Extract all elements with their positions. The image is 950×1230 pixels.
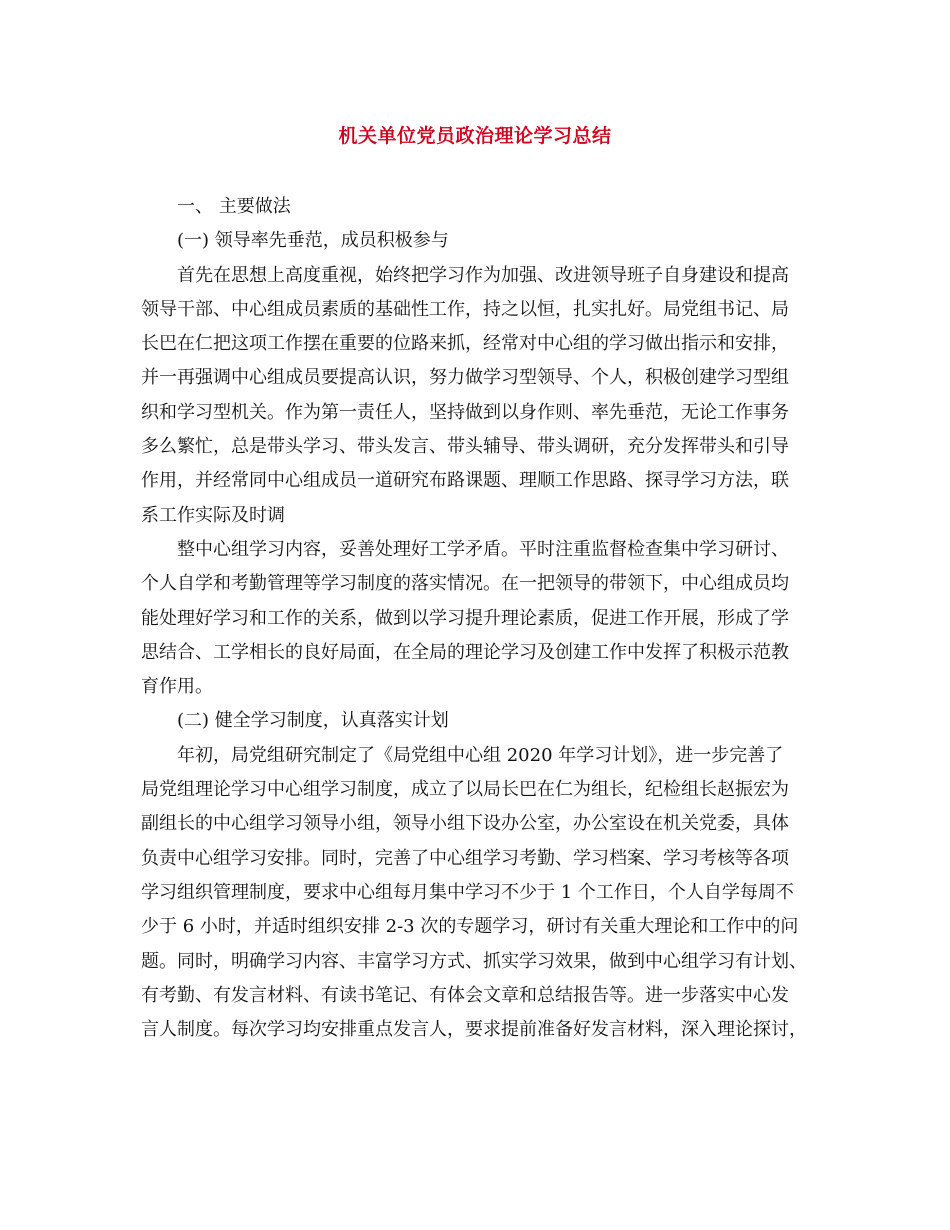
text-line: 一、 主要做法 (177, 196, 291, 217)
text-line: 个人自学和考勤管理等学习制度的落实情况。在一把领导的带领下，中心组成员均 (141, 573, 789, 595)
text-line: 局党组理论学习中心组学习制度，成立了以局长巴在仁为组长，纪检组长赵振宏为 (141, 779, 789, 801)
text-line: 系工作实际及时调 (141, 504, 285, 526)
text-line: 题。同时，明确学习内容、丰富学习方式、抓实学习效果，做到中心组学习有计划、 (141, 950, 807, 972)
text-line: 学习组织管理制度，要求中心组每月集中学习不少于 1 个工作日，个人自学每周不 (141, 881, 794, 903)
text-line: 年初，局党组研究制定了《局党组中心组 2020 年学习计划》，进一步完善了 (177, 744, 784, 766)
text-line: 多么繁忙，总是带头学习、带头发言、带头辅导、带头调研，充分发挥带头和引导 (141, 436, 789, 458)
text-line: 领导干部、中心组成员素质的基础性工作，持之以恒，扎实扎好。局党组书记、局 (141, 298, 789, 320)
text-line: (二) 健全学习制度，认真落实计划 (177, 710, 449, 732)
text-line: 能处理好学习和工作的关系，做到以学习提升理论素质，促进工作开展，形成了学 (141, 607, 789, 629)
text-line: (一) 领导率先垂范，成员积极参与 (177, 230, 449, 252)
text-line: 思结合、工学相长的良好局面，在全局的理论学习及创建工作中发挥了积极示范教 (141, 641, 789, 663)
text-line: 言人制度。每次学习均安排重点发言人，要求提前准备好发言材料，深入理论探讨， (141, 1019, 807, 1041)
text-line: 育作用。 (141, 676, 213, 698)
text-line: 首先在思想上高度重视，始终把学习作为加强、改进领导班子自身建设和提高 (177, 264, 789, 286)
text-line: 作用，并经常同中心组成员一道研究布路课题、理顺工作思路、探寻学习方法，联 (141, 470, 789, 492)
document-title: 机关单位党员政治理论学习总结 (338, 125, 612, 147)
text-line: 负责中心组学习安排。同时，完善了中心组学习考勤、学习档案、学习考核等各项 (141, 847, 789, 869)
text-line: 长巴在仁把这项工作摆在重要的位路来抓，经常对中心组的学习做出指示和安排， (141, 333, 789, 355)
text-line: 副组长的中心组学习领导小组，领导小组下设办公室，办公室设在机关党委，具体 (141, 813, 789, 835)
document-body (141, 190, 821, 1047)
text-line: 少于 6 小时，并适时组织安排 2-3 次的专题学习，研讨有关重大理论和工作中的问 (141, 916, 799, 938)
text-line: 有考勤、有发言材料、有读书笔记、有体会文章和总结报告等。进一步落实中心发 (141, 984, 789, 1006)
text-line: 整中心组学习内容，妥善处理好工学矛盾。平时注重监督检查集中学习研讨、 (177, 538, 789, 560)
text-line: 并一再强调中心组成员要提高认识，努力做学习型领导、个人，积极创建学习型组 (141, 367, 789, 389)
text-line: 织和学习型机关。作为第一责任人，坚持做到以身作则、率先垂范，无论工作事务 (141, 401, 789, 423)
